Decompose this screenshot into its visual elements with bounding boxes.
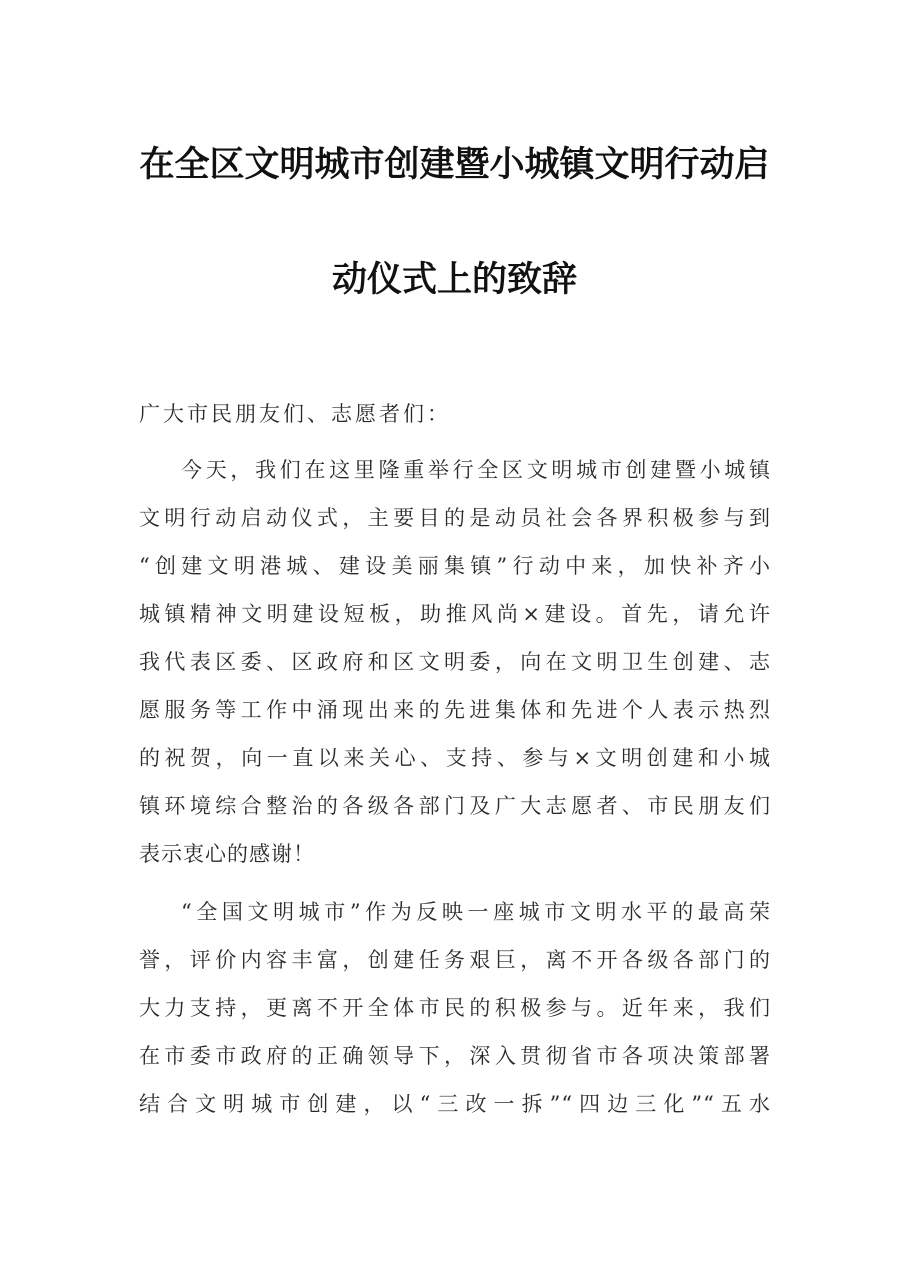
paragraph-2-line: 结合文明城市创建，以“三改一拆”“四边三化”“五水 <box>139 1092 771 1116</box>
paragraph-1 <box>139 456 771 876</box>
paragraph-2-line: 誉，评价内容丰富，创建任务艰巨，离不开各级各部门的 <box>139 948 771 972</box>
paragraph-1-line: 愿服务等工作中涌现出来的先进集体和先进个人表示热烈 <box>139 698 771 722</box>
paragraph-2-line: 在市委市政府的正确领导下，深入贯彻省市各项决策部署 <box>139 1044 771 1068</box>
salutation: 广大市民朋友们、志愿者们： <box>139 402 451 426</box>
document-title-line-2: 动仪式上的致辞 <box>331 260 577 300</box>
paragraph-1-line: 镇环境综合整治的各级各部门及广大志愿者、市民朋友们 <box>139 794 771 818</box>
paragraph-1-line: 城镇精神文明建设短板，助推风尚×建设。首先，请允许 <box>139 602 771 626</box>
paragraph-1-line: 我代表区委、区政府和区文明委，向在文明卫生创建、志 <box>139 650 771 674</box>
paragraph-1-line: 表示衷心的感谢！ <box>139 842 315 866</box>
paragraph-2-line: 大力支持，更离不开全体市民的积极参与。近年来，我们 <box>139 996 771 1020</box>
paragraph-1-line: “创建文明港城、建设美丽集镇”行动中来，加快补齐小 <box>139 554 771 578</box>
paragraph-2-line: “全国文明城市”作为反映一座城市文明水平的最高荣 <box>181 900 771 924</box>
paragraph-1-line: 文明行动启动仪式，主要目的是动员社会各界积极参与到 <box>139 506 771 530</box>
paragraph-2 <box>139 898 771 1128</box>
paragraph-1-line: 今天，我们在这里隆重举行全区文明城市创建暨小城镇 <box>181 458 771 482</box>
paragraph-1-line: 的祝贺，向一直以来关心、支持、参与×文明创建和小城 <box>139 746 771 770</box>
document-title-line-1: 在全区文明城市创建暨小城镇文明行动启 <box>139 145 770 185</box>
